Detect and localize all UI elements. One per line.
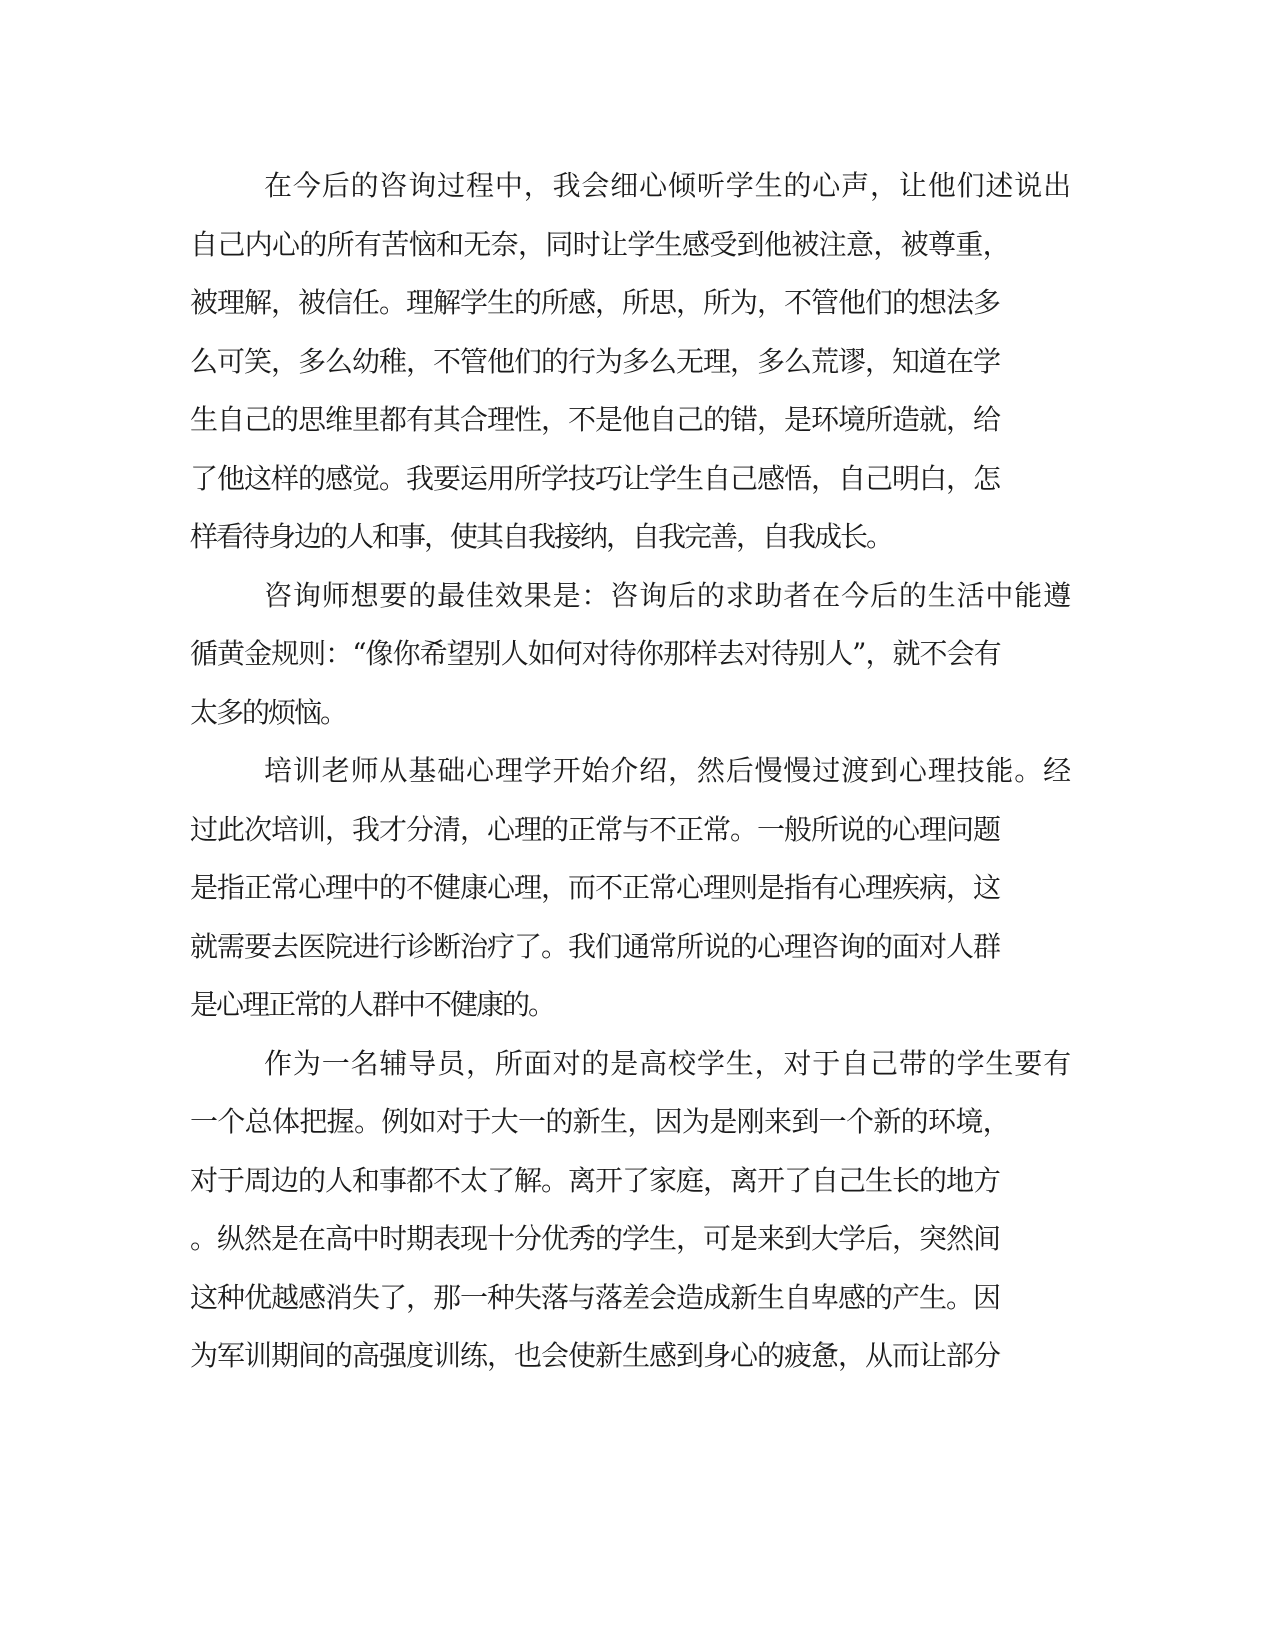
text-line: 是心理正常的人群中不健康的。 xyxy=(190,988,555,1021)
text-line: 是指正常心理中的不健康心理，而不正常心理则是指有心理疾病，这 xyxy=(190,871,1001,904)
text-line: 循黄金规则：“像你希望别人如何对待你那样去对待别人”，就不会有 xyxy=(190,637,1001,670)
text-line: 作为一名辅导员，所面对的是高校学生，对于自己带的学生要有 xyxy=(264,1046,1073,1080)
text-line: 在今后的咨询过程中，我会细心倾听学生的心声，让他们述说出 xyxy=(264,169,1073,202)
text-line: 样看待身边的人和事，使其自我接纳，自我完善，自我成长。 xyxy=(190,520,893,553)
text-line: 么可笑，多么幼稚，不管他们的行为多么无理，多么荒谬，知道在学 xyxy=(190,344,1001,378)
text-line: 为军训期间的高强度训练，也会使新生感到身心的疲惫，从而让部分 xyxy=(190,1339,1001,1372)
text-line: 这种优越感消失了，那一种失落与落差会造成新生自卑感的产生。因 xyxy=(190,1280,1001,1314)
text-line: 培训老师从基础心理学开始介绍，然后慢慢过渡到心理技能。经 xyxy=(264,754,1073,787)
text-line: 。纵然是在高中时期表现十分优秀的学生，可是来到大学后，突然间 xyxy=(190,1222,1001,1255)
text-line: 了他这样的感觉。我要运用所学技巧让学生自己感悟，自己明白，怎 xyxy=(190,461,1001,495)
text-line: 对于周边的人和事都不太了解。离开了家庭，离开了自己生长的地方 xyxy=(190,1163,1001,1197)
text-line: 一个总体把握。例如对于大一的新生，因为是刚来到一个新的环境， xyxy=(190,1105,1011,1138)
text-line: 太多的烦恼。 xyxy=(190,695,347,729)
document-body xyxy=(190,157,1090,1386)
text-line: 被理解，被信任。理解学生的所感，所思，所为，不管他们的想法多 xyxy=(190,286,1001,319)
text-line: 过此次培训，我才分清，心理的正常与不正常。一般所说的心理问题 xyxy=(190,812,1001,846)
text-line: 自己内心的所有苦恼和无奈，同时让学生感受到他被注意，被尊重， xyxy=(190,227,1011,261)
text-line: 生自己的思维里都有其合理性，不是他自己的错，是环境所造就，给 xyxy=(190,403,1001,436)
text-line: 咨询师想要的最佳效果是：咨询后的求助者在今后的生活中能遵 xyxy=(264,578,1073,612)
text-line: 就需要去医院进行诊断治疗了。我们通常所说的心理咨询的面对人群 xyxy=(190,929,1001,963)
